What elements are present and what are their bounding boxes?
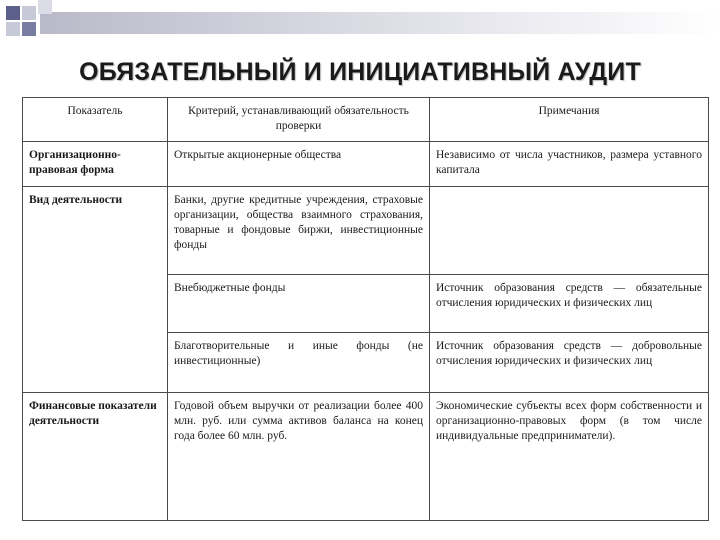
header-indicator: Показатель <box>23 98 168 142</box>
indicator-cell: Вид деятельности <box>23 187 168 393</box>
note-cell <box>430 187 709 275</box>
note-cell: Экономические субъекты всех форм собственности и организационно-правовых форм (в том числе индивидуальные предприниматели). <box>430 393 709 521</box>
decor-square-light <box>22 6 36 20</box>
criterion-cell: Банки, другие кредитные учреждения, страховые организации, общества взаимного страхования, товарные и фондовые биржи, инвестиционные фонды <box>168 187 430 275</box>
decor-square-dark <box>6 6 20 20</box>
note-cell: Источник образования средств — обязательные отчисления юридических и физических лиц <box>430 275 709 333</box>
table-row <box>23 142 709 187</box>
decor-square-light <box>6 22 20 36</box>
indicator-cell: Организационно-правовая форма <box>23 142 168 187</box>
note-cell: Источник образования средств — добровольные отчисления юридических и физических лиц <box>430 333 709 393</box>
table-header-row <box>23 98 709 142</box>
criterion-cell: Внебюджетные фонды <box>168 275 430 333</box>
decor-square-light <box>38 0 52 14</box>
table-row <box>23 187 709 275</box>
table-row <box>23 393 709 521</box>
decor-square-dark <box>22 22 36 36</box>
note-cell: Независимо от числа участников, размера уставного капитала <box>430 142 709 187</box>
indicator-cell: Финансовые показатели деятельности <box>23 393 168 521</box>
header-criterion: Критерий, устанавливающий обязательность проверки <box>168 98 430 142</box>
header-gradient-bar <box>40 12 720 34</box>
header-notes: Примечания <box>430 98 709 142</box>
criterion-cell: Годовой объем выручки от реализации более 400 млн. руб. или сумма активов баланса на конец года более 60 млн. руб. <box>168 393 430 521</box>
page-title: ОБЯЗАТЕЛЬНЫЙ И ИНИЦИАТИВНЫЙ АУДИТ <box>79 58 641 86</box>
criterion-cell: Благотворительные и иные фонды (не инвестиционные) <box>168 333 430 393</box>
audit-table <box>22 97 709 521</box>
criterion-cell: Открытые акционерные общества <box>168 142 430 187</box>
